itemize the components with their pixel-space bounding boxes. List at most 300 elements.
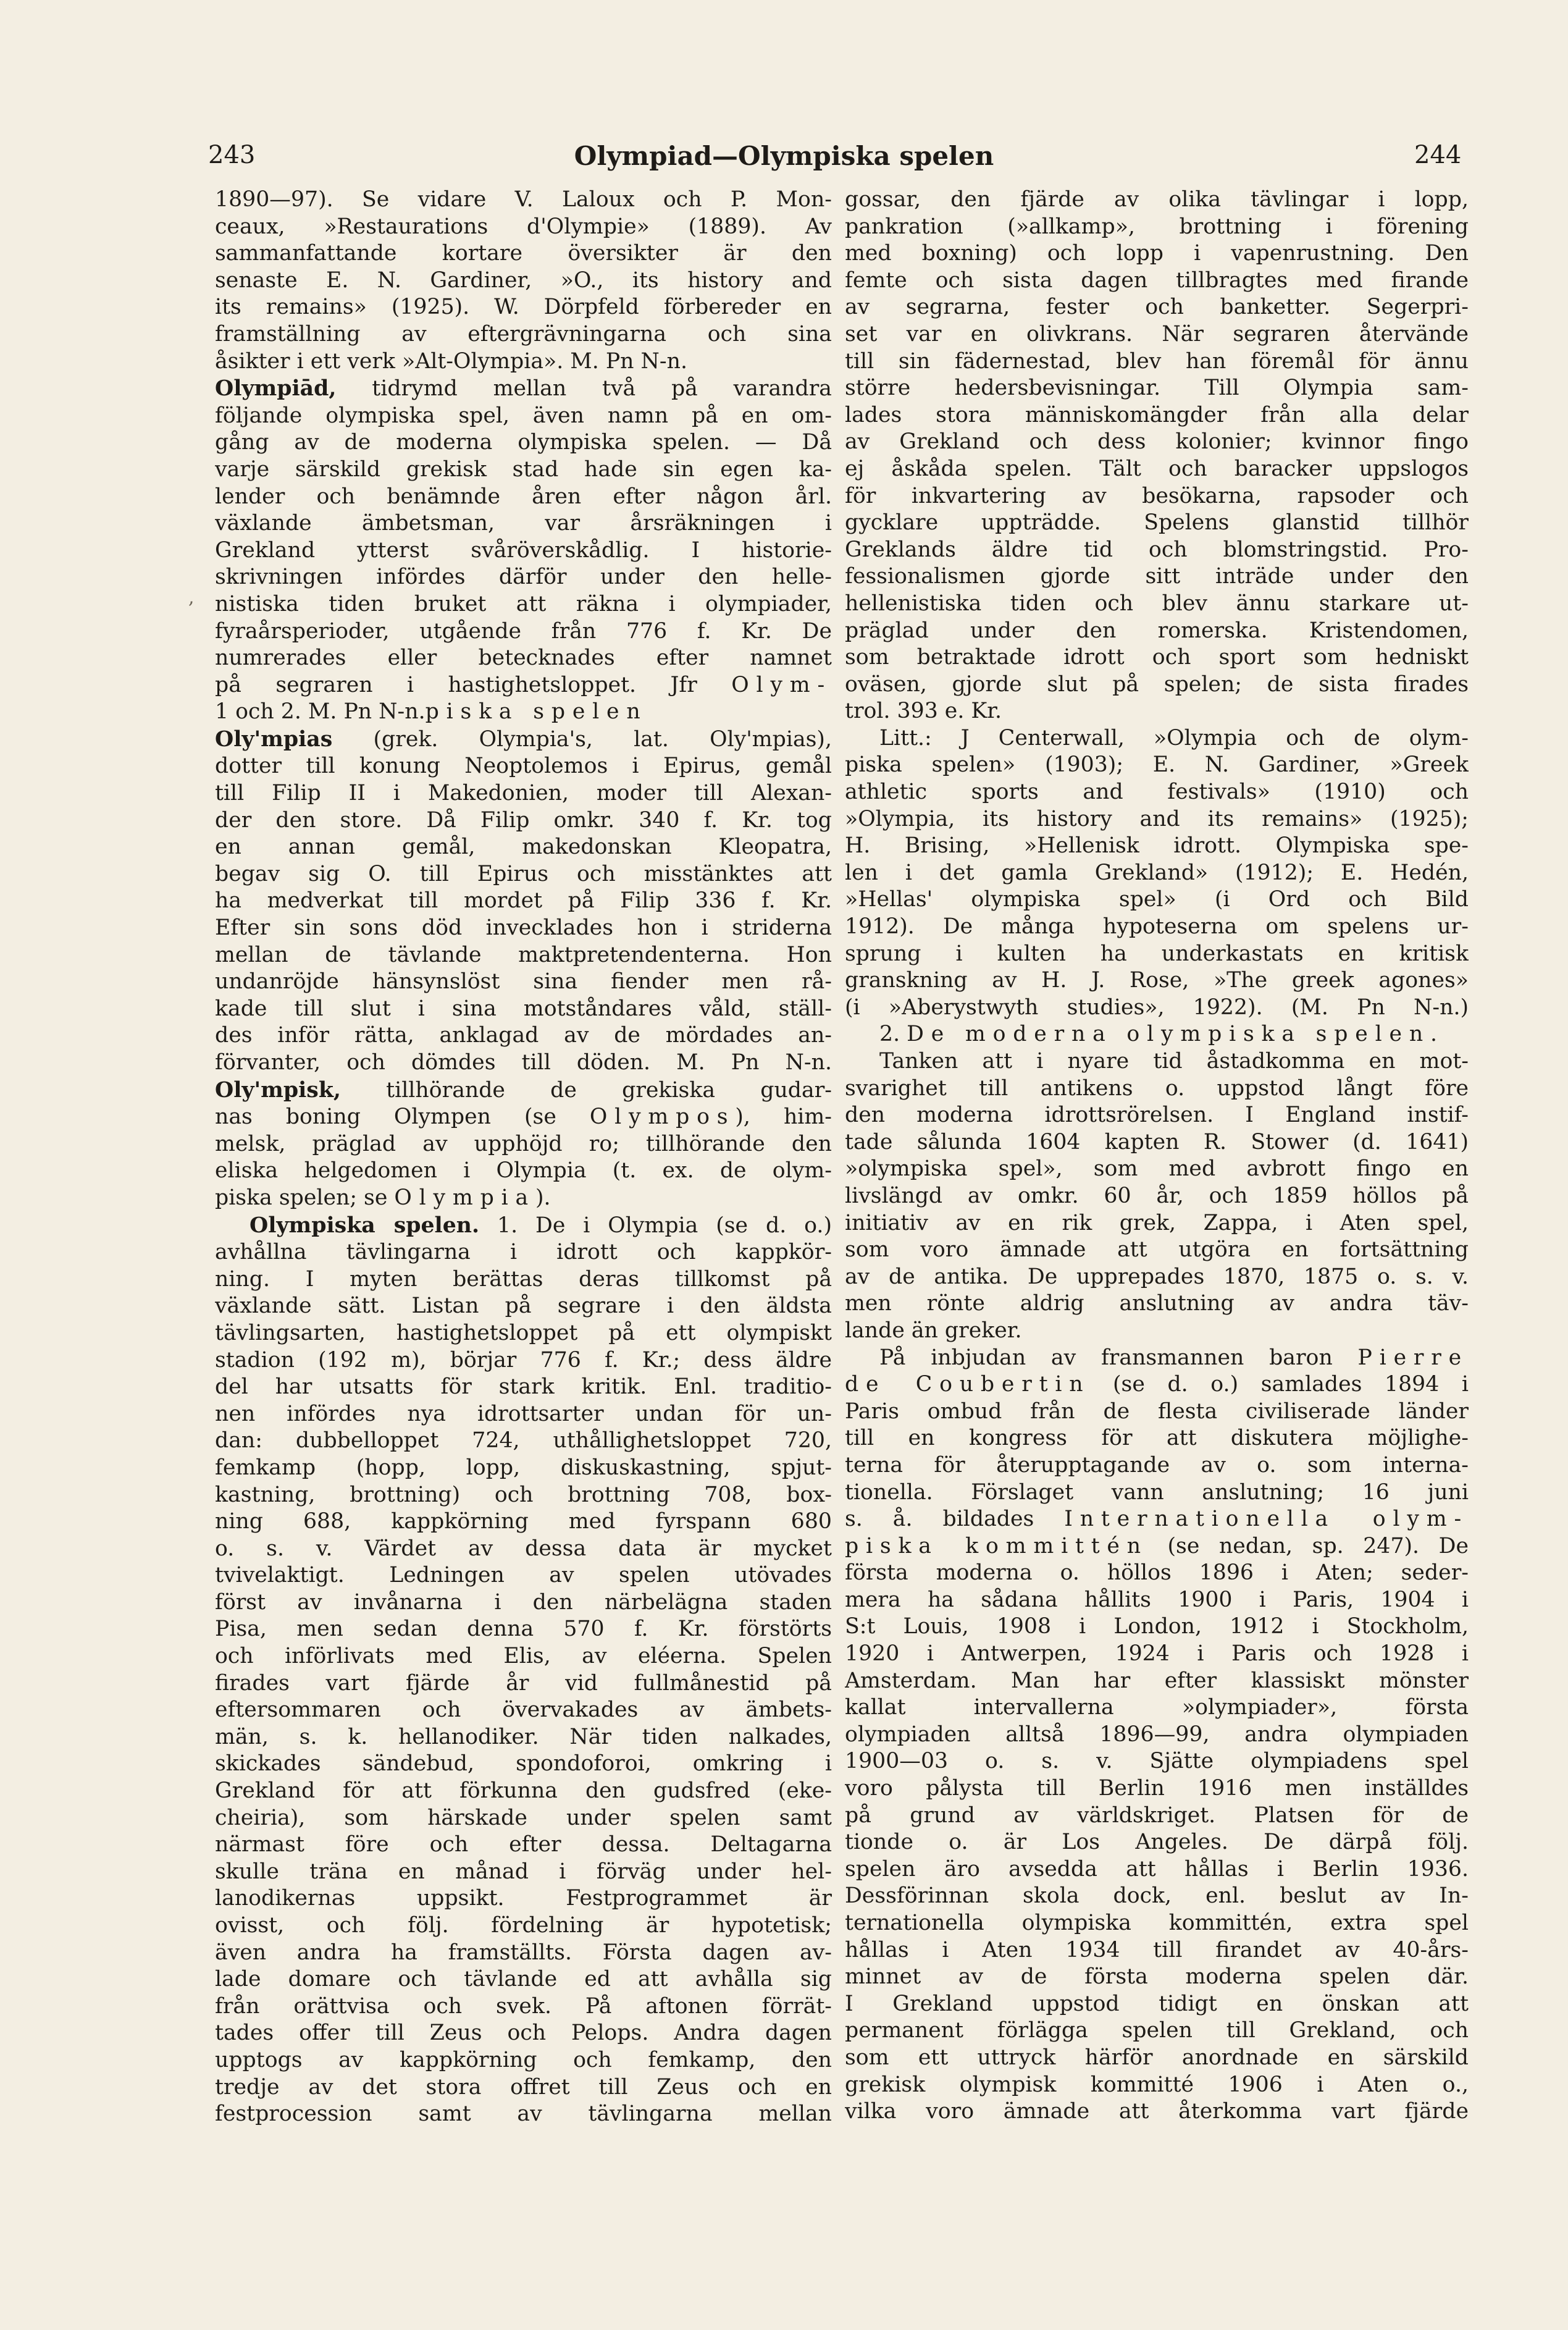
text-line [215,1428,832,1455]
line-text: »Olympia, its history and its remains» (1925); [845,806,1469,831]
text-line [845,1775,1469,1802]
text-line [215,780,832,807]
line-text: lande än greker. [845,1318,1022,1343]
text-line [845,2017,1469,2045]
text-line [215,1266,832,1293]
text-line [215,1751,832,1778]
text-line [215,403,832,430]
line-text: ha medverkat till mordet på Filip 336 f. Kr. [215,888,832,914]
line-text: på segraren i hastighetsloppet. Jfr [215,672,732,697]
text-line [215,1347,832,1374]
text-line [845,1129,1469,1156]
line-text: (i »Aberystwyth studies», 1922). (M. Pn N-n.) [845,995,1469,1020]
text-line [215,915,832,942]
spaced-text: Internationella olym- [1064,1507,1469,1532]
text-line [845,1075,1469,1103]
line-text: festprocession samt av tävlingarna mellan [215,2101,832,2127]
line-text: framställning av eftergrävningarna och sina [215,321,832,347]
line-text: tade sålunda 1604 kapten R. Stower (d. 1641) [845,1129,1469,1154]
text-line [215,187,832,214]
line-text: tvivelaktigt. Ledningen av spelen utövades [215,1563,832,1588]
line-text: lades stora människomängder från alla delar [845,402,1469,427]
text-line [845,1802,1469,1830]
text-line [215,2074,832,2101]
line-text: kastning, brottning) och brottning 708, box- [215,1482,832,1507]
line-text: I Grekland uppstod tidigt en önskan att [845,1991,1469,2016]
line-text: skickades sändebud, spondoforoi, omkring i [215,1751,832,1777]
text-line [845,1318,1469,1345]
text-line [845,1345,1469,1372]
text-line [845,267,1469,295]
line-text: skrivningen infördes därför under den helle- [215,565,832,590]
text-line [845,1183,1469,1210]
text-line [215,2047,832,2074]
text-line [215,537,832,565]
text-line [215,807,832,835]
line-text: tionella. Förslaget vann anslutning; 16 juni [845,1479,1469,1505]
text-line [845,1237,1469,1264]
line-text: gossar, den fjärde av olika tävlingar i lopp, [845,187,1469,212]
text-line [845,1102,1469,1129]
line-text: grekisk olympisk kommitté 1906 i Aten o., [845,2072,1469,2097]
line-text: vilka voro ämnade att återkomma vart fjärde [845,2099,1469,2124]
text-line [215,375,832,403]
line-text: från orättvisa och svek. På aftonen förrät- [215,1993,832,2019]
line-text: växlande sätt. Listan på segrare i den äldsta [215,1293,832,1319]
text-line [215,2020,832,2047]
left-column [215,187,832,2225]
text-line [215,1104,832,1131]
text-line [845,1452,1469,1479]
line-text: till Filip II i Makedonien, moder till Alexan- [215,781,832,806]
line-text: Paris ombud från de flesta civiliserade länder [845,1398,1469,1424]
text-line [845,1910,1469,1937]
line-text: 1 och 2. M. Pn N-n. [215,699,426,725]
line-text: femkamp (hopp, lopp, diskuskastning, spjut- [215,1455,832,1480]
text-line [845,1694,1469,1722]
text-line [215,1562,832,1589]
text-line [845,1264,1469,1291]
line-text: sprung i kulten ha underkastats en kritisk [845,941,1469,966]
line-text: piska spelen; se [215,1185,395,1210]
text-line [215,1805,832,1832]
text-line [215,240,832,267]
text-line [215,1049,832,1077]
line-text: pankration (»allkamp», brottning i förening [845,214,1469,239]
text-line [845,1722,1469,1749]
spaced-text: piska spelen [425,699,648,725]
text-line [845,698,1469,725]
text-line [845,1021,1469,1048]
line-text: tidrymd mellan två på varandra [336,376,832,402]
line-text: hellenistiska tiden och blev ännu starkare ut- [845,591,1469,616]
text-line [845,402,1469,429]
text-line [845,1748,1469,1775]
text-line [215,1022,832,1049]
line-text: och införlivats med Elis, av eléerna. Spelen [215,1644,832,1669]
line-text: ), him- [735,1104,832,1130]
line-text: oväsen, gjorde slut på spelen; de sista firades [845,671,1469,697]
line-text: tillhörande de grekiska gudar- [340,1077,832,1103]
text-line [845,240,1469,267]
line-text: ning. I myten berättas deras tillkomst på [215,1266,832,1292]
text-line [845,779,1469,806]
text-line [215,1697,832,1724]
line-text: kallat intervallerna »olympiader», första [845,1695,1469,1720]
text-line [215,267,832,295]
line-text: des inför rätta, anklagad av de mördades an- [215,1023,832,1048]
text-line [215,1293,832,1320]
text-line [845,1506,1469,1533]
line-text: Efter sin sons död invecklades hon i striderna [215,915,832,941]
line-text: förvanter, och dömdes till döden. M. Pn N-n. [215,1050,832,1075]
text-line [215,429,832,456]
line-text: mera ha sådana hållits 1900 i Paris, 1904 i [845,1587,1469,1612]
line-text: spelen äro avsedda att hållas i Berlin 1936. [845,1856,1469,1882]
line-text: permanent förlägga spelen till Grekland, och [845,2018,1469,2043]
line-text: cheiria), som härskade under spelen samt [215,1805,832,1830]
text-line [215,1482,832,1509]
text-line [845,483,1469,510]
entry-headword: Oly'mpias [215,726,333,752]
line-text: med boxning) och lopp i vapenrustning. Den [845,241,1469,266]
line-text: ej åskåda spelen. Tält och baracker uppslogos [845,456,1469,481]
text-line [845,967,1469,995]
line-text: lender och benämnde åren efter någon årl. [215,484,832,509]
text-line [845,563,1469,591]
line-text: firades vart fjärde år vid fullmånestid på [215,1670,832,1696]
line-text: S:t Louis, 1908 i London, 1912 i Stockholm, [845,1614,1469,1639]
text-line [215,1536,832,1563]
spaced-text: Olympia [394,1185,535,1210]
line-text: skulle träna en månad i förväg under hel- [215,1859,832,1884]
text-line [215,1966,832,1993]
line-text: även andra ha framställts. Första dagen av- [215,1940,832,1965]
line-text: o. s. v. Värdet av dessa data är mycket [215,1536,832,1561]
text-line [845,187,1469,214]
text-line [215,1185,832,1212]
text-line [845,1371,1469,1398]
text-line [215,1320,832,1347]
line-text: nas boning Olympen (se [215,1104,590,1130]
text-line [215,1670,832,1697]
text-line [845,429,1469,456]
text-line [845,1479,1469,1507]
line-text: av de antika. De upprepades 1870, 1875 o. s. v. [845,1264,1469,1289]
line-text: livslängd av omkr. 60 år, och 1859 höllos på [845,1183,1469,1208]
text-line [215,1912,832,1940]
text-line [845,2045,1469,2072]
text-line [215,1940,832,1967]
line-text: Amsterdam. Man har efter klassiskt mönster [845,1668,1469,1693]
text-line [215,591,832,618]
text-line [845,886,1469,914]
text-line [845,1937,1469,1964]
entry-headword: Olympiād, [215,376,337,402]
line-text: begav sig O. till Epirus och misstänktes att [215,861,832,886]
spaced-text: de Coubertin [845,1372,1091,1397]
line-text: hållas i Aten 1934 till firandet av 40-års- [845,1937,1469,1962]
line-text: fyraårsperioder, utgående från 776 f. Kr. De [215,618,832,644]
text-line [845,1964,1469,1991]
line-text: som ett uttryck härför anordnade en särskild [845,2045,1469,2070]
line-text: tävlingsarten, hastighetsloppet på ett olympiskt [215,1320,832,1345]
text-line [215,1374,832,1401]
line-text: men rönte aldrig anslutning av andra täv- [845,1291,1469,1316]
line-text: till en kongress för att diskutera möjlighe- [845,1426,1469,1451]
text-line [215,456,832,484]
text-line [215,1778,832,1805]
line-text: 1912). De många hypoteserna om spelens ur- [845,914,1469,940]
text-line [845,860,1469,887]
line-text: dotter till konung Neoptolemos i Epirus, gemål [215,754,832,779]
line-text: på grund av världskriget. Platsen för de [845,1802,1469,1828]
line-text: präglad under den romerska. Kristendomen, [845,618,1469,643]
line-text: (grek. Olympia's, lat. Oly'mpias), [332,726,832,752]
text-line [215,1643,832,1670]
text-line [845,537,1469,564]
text-line [845,1398,1469,1426]
line-text: del har utsatts för stark kritik. Enl. traditio- [215,1374,832,1400]
text-line [845,510,1469,537]
text-line [215,888,832,915]
line-text: lade domare och tävlande ed att avhålla sig [215,1967,832,1992]
line-text: sammanfattande kortare översikter är den [215,241,832,266]
text-line [845,1290,1469,1318]
spaced-text: De moderna olympiska spelen. [907,1022,1444,1047]
text-line [215,834,832,861]
line-text: eftersommaren och övervakades av ämbets- [215,1697,832,1723]
text-line [845,1587,1469,1614]
line-text: tades offer till Zeus och Pelops. Andra dagen [215,2021,832,2046]
text-line [845,375,1469,402]
line-text: terna för återupptagande av o. som interna- [845,1452,1469,1478]
line-text: av Grekland och dess kolonier; kvinnor fingo [845,429,1469,455]
line-text: nistiska tiden bruket att räkna i olympiader, [215,591,832,616]
text-line [845,1048,1469,1075]
text-line [215,699,832,726]
text-line [845,321,1469,348]
line-text: H. Brising, »Hellenisk idrott. Olympiska spe- [845,833,1469,859]
line-text: först av invånarna i den närbelägna staden [215,1589,832,1615]
line-text: som betraktade idrott och sport som hedniskt [845,645,1469,670]
line-text: åsikter i ett verk »Alt-Olympia». M. Pn N-n. [215,348,687,374]
text-line [845,671,1469,699]
text-line [845,1613,1469,1641]
line-text: svarighet till antikens o. uppstod långt före [845,1075,1469,1101]
line-text: 2. [879,1022,907,1047]
line-text: senaste E. N. Gardiner, »O., its history and [215,267,832,293]
text-line [845,456,1469,483]
line-text: fessionalismen gjorde sitt inträde under den [845,564,1469,589]
text-line [215,321,832,348]
text-line [845,1883,1469,1910]
text-line [215,1077,832,1104]
line-text: Greklands äldre tid och blomstringstid. Pro- [845,537,1469,562]
line-text: ternationella olympiska kommittén, extra spel [845,1911,1469,1935]
page-number-left: 243 [208,141,256,169]
line-text: gång av de moderna olympiska spelen. — Då [215,430,832,455]
line-text: Pisa, men sedan denna 570 f. Kr. förstörts [215,1617,832,1642]
text-line [845,806,1469,833]
line-text: 1. De i Olympia (se d. o.) [479,1213,832,1238]
line-text: (se d. o.) samlades 1894 i [1090,1372,1469,1397]
spaced-text: Olympos [589,1104,736,1130]
line-text: kade till slut i sina motståndares våld, ställ- [215,996,832,1021]
line-text: första moderna o. höllos 1896 i Aten; seder- [845,1560,1469,1586]
running-title: Olympiad—Olympiska spelen [574,141,994,171]
line-text: den moderna idrottsrörelsen. I England instif- [845,1103,1469,1128]
spaced-text: Olym- [731,672,832,697]
text-line [215,484,832,511]
line-text: ovisst, och följ. fördelning är hypotetisk; [215,1913,832,1938]
text-line [215,996,832,1023]
line-text: för inkvartering av besökarna, rapsoder och [845,483,1469,508]
line-text: its remains» (1925). W. Dörpfeld förbereder en [215,295,832,320]
text-line [215,672,832,699]
text-line [215,618,832,646]
line-text: »olympiska spel», som med avbrott fingo en [845,1156,1469,1182]
text-line [215,1993,832,2021]
text-line [215,1885,832,1912]
text-line [215,564,832,591]
text-line [215,1212,832,1240]
spaced-text: Pierre [1357,1345,1469,1370]
line-text: avhållna tävlingarna i idrott och kappkör- [215,1240,832,1265]
text-line [845,833,1469,860]
line-text: ). [535,1185,551,1210]
line-text: (se nedan, sp. 247). De [1147,1533,1469,1558]
line-text: granskning av H. J. Rose, »The greek agones» [845,968,1469,993]
line-text: tionde o. är Los Angeles. De därpå följ. [845,1830,1469,1855]
text-line [845,2098,1469,2126]
line-text: 1900—03 o. s. v. Sjätte olympiadens spel [845,1749,1469,1774]
text-line [845,1991,1469,2018]
text-line [215,969,832,996]
line-text: en annan gemål, makedonskan Kleopatra, [215,835,832,860]
line-text: mellan de tävlande maktpretendenterna. Hon [215,942,832,967]
text-line [845,1560,1469,1587]
right-column [845,187,1469,2225]
line-text: voro pålysta till Berlin 1916 men inställdes [845,1776,1469,1801]
text-line [845,348,1469,376]
text-line [845,752,1469,779]
line-text: stadion (192 m), börjar 776 f. Kr.; dess äldre [215,1347,832,1373]
text-line [215,753,832,780]
line-text: Grekland för att förkunna den gudsfred (eke- [215,1778,832,1804]
line-text: till sin fädernestad, blev han föremål för ännu [845,348,1469,374]
spaced-text: piska kommittén [845,1533,1148,1558]
text-line [215,348,832,376]
margin-mark: , [188,587,195,608]
text-line [845,644,1469,671]
text-line [215,942,832,969]
line-text: Litt.: J Centerwall, »Olympia och de olym- [879,725,1469,751]
line-text: växlande ämbetsman, var årsräkningen i [215,511,832,536]
text-line [845,294,1469,321]
entry-headword: Olympiska spelen. [249,1212,480,1238]
text-line [215,1239,832,1266]
text-line [845,995,1469,1022]
line-text: lanodikernas uppsikt. Festprogrammet är [215,1886,832,1911]
line-text: 1920 i Antwerpen, 1924 i Paris och 1928 i [845,1641,1469,1667]
text-line [845,914,1469,941]
text-line [845,1829,1469,1856]
text-line [845,1533,1469,1560]
text-line [215,1401,832,1428]
line-text: initiativ av en rik grek, Zappa, i Aten spel, [845,1210,1469,1235]
line-text: »Hellas' olympiska spel» (i Ord och Bild [845,887,1469,912]
text-line [215,294,832,321]
text-line [215,1455,832,1482]
text-line [215,726,832,754]
line-text: upptogs av kappkörning och femkamp, den [215,2047,832,2072]
text-line [215,1508,832,1536]
text-line [845,1425,1469,1452]
line-text: der den store. Då Filip omkr. 340 f. Kr. tog [215,807,832,833]
text-line [845,941,1469,968]
line-text: undanröjde hänsynslöst sina fiender men rå- [215,969,832,995]
line-text: följande olympiska spel, även namn på en om- [215,403,832,428]
text-line [845,725,1469,752]
line-text: eliska helgedomen i Olympia (t. ex. de olym- [215,1158,832,1184]
text-line [215,2101,832,2128]
line-text: s. å. bildades [845,1507,1065,1532]
text-line [215,510,832,537]
text-line [215,1589,832,1617]
line-text: olympiaden alltså 1896—99, andra olympiaden [845,1722,1469,1747]
text-line [215,1859,832,1886]
text-line [845,1856,1469,1883]
line-text: len i det gamla Grekland» (1912); E. Hedén, [845,860,1469,885]
line-text: som voro ämnade att utgöra en fortsättning [845,1237,1469,1263]
text-line [215,1158,832,1185]
text-line [845,1210,1469,1237]
line-text: piska spelen» (1903); E. N. Gardiner, »Greek [845,752,1469,778]
line-text: Tanken att i nyare tid åstadkomma en mot- [879,1049,1469,1074]
line-text: set var en olivkrans. När segraren återvände [845,321,1469,347]
line-text: större hedersbevisningar. Till Olympia sam- [845,376,1469,401]
text-line [845,1641,1469,1668]
line-text: av segrarna, fester och banketter. Segerpri- [845,295,1469,320]
line-text: På inbjudan av fransmannen baron [879,1345,1358,1370]
text-line [215,1724,832,1751]
line-text: ceaux, »Restaurations d'Olympie» (1889). Av [215,214,832,239]
line-text: trol. 393 e. Kr. [845,699,1002,724]
line-text: numrerades eller betecknades efter namnet [215,646,832,671]
entry-headword: Oly'mpisk, [215,1077,341,1103]
text-line [215,861,832,888]
text-line [215,1131,832,1158]
text-line [215,1616,832,1643]
line-text: femte och sista dagen tillbragtes med firande [845,267,1469,293]
line-text: melsk, präglad av upphöjd ro; tillhörande den [215,1131,832,1156]
line-text: ning 688, kappkörning med fyrspann 680 [215,1509,832,1534]
line-text: Dessförinnan skola dock, enl. beslut av In- [845,1883,1469,1909]
text-line [215,1832,832,1859]
line-text: gycklare uppträdde. Spelens glanstid tillhör [845,510,1469,536]
text-line [845,591,1469,618]
line-text: tredje av det stora offret till Zeus och en [215,2074,832,2100]
line-text: 1890—97). Se vidare V. Laloux och P. Mon- [215,187,832,212]
text-line [845,1668,1469,1695]
line-text: dan: dubbelloppet 724, uthållighetsloppet 720, [215,1428,832,1453]
line-text: män, s. k. hellanodiker. När tiden nalkades, [215,1724,832,1749]
text-line [845,2072,1469,2099]
text-line [845,618,1469,645]
line-text: athletic sports and festivals» (1910) och [845,780,1469,805]
line-text: nen infördes nya idrottsarter undan för un- [215,1401,832,1426]
